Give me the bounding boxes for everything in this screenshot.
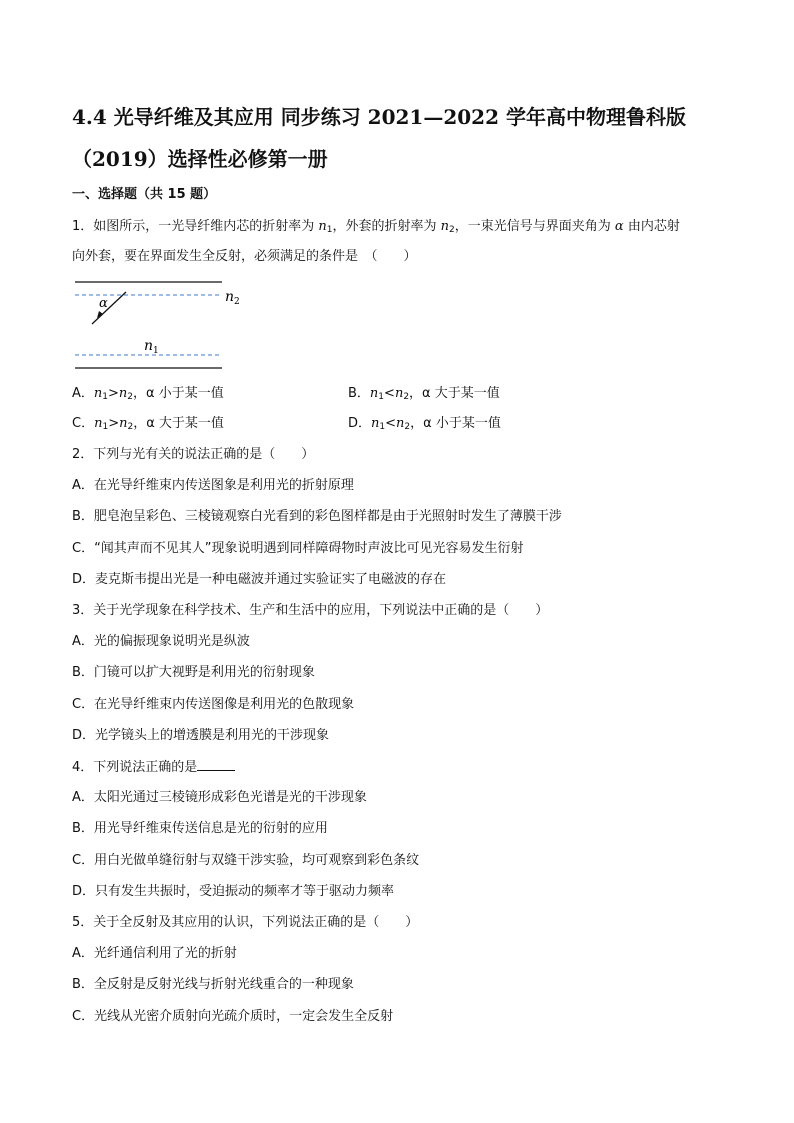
q1-stem-line-1: 1．如图所示，一光导纤维内芯的折射率为 $n_1$，外套的折射率为 $n_2$，一束光信号与界面夹角为 α 由内芯射: [72, 219, 680, 235]
answer-blank: [197, 758, 235, 771]
q5-stem: 5．关于全反射及其应用的认识，下列说法正确的是（ ）: [72, 915, 419, 930]
q1-stem-line-2: 向外套，要在界面发生全反射，必须满足的条件是 （ ）: [72, 249, 417, 264]
q3-option-a[interactable]: A．光的偏振现象说明光是纵波: [72, 634, 250, 649]
q2-stem: 2．下列与光有关的说法正确的是（ ）: [72, 447, 315, 462]
n1-label: $n_1$: [144, 338, 159, 356]
q3-option-c[interactable]: C．在光导纤维束内传送图像是利用光的色散现象: [72, 697, 355, 712]
q4-option-c[interactable]: C．用白光做单缝衍射与双缝干涉实验，均可观察到彩色条纹: [72, 853, 420, 868]
n2-label: $n_2$: [225, 289, 240, 307]
alpha-label: α: [99, 296, 108, 311]
q3-stem: 3．关于光学现象在科学技术、生产和生活中的应用，下列说法中正确的是（ ）: [72, 603, 549, 618]
q1-option-a[interactable]: A．$n_1>n_2$，α 小于某一值: [72, 386, 224, 402]
q4-option-d[interactable]: D．只有发生共振时，受迫振动的频率才等于驱动力频率: [72, 884, 395, 899]
q2-option-c[interactable]: C．“闻其声而不见其人”现象说明遇到同样障碍物时声波比可见光容易发生衍射: [72, 541, 524, 556]
section-heading: 一、选择题（共 15 题）: [72, 187, 217, 202]
q2-option-a[interactable]: A．在光导纤维束内传送图象是利用光的折射原理: [72, 478, 354, 493]
q1-option-b[interactable]: B．$n_1<n_2$，α 大于某一值: [348, 386, 500, 402]
q5-option-b[interactable]: B．全反射是反射光线与折射光线重合的一种现象: [72, 977, 354, 992]
fiber-diagram: [72, 275, 252, 375]
q1-option-d[interactable]: D．$n_1<n_2$，α 小于某一值: [348, 416, 501, 432]
light-ray: [92, 292, 126, 324]
document-title-line-2: （2019）选择性必修第一册: [72, 147, 328, 171]
q2-option-d[interactable]: D．麦克斯韦提出光是一种电磁波并通过实验证实了电磁波的存在: [72, 572, 447, 587]
q5-option-c[interactable]: C．光线从光密介质射向光疏介质时，一定会发生全反射: [72, 1009, 394, 1024]
q4-option-b[interactable]: B．用光导纤维束传送信息是光的衍射的应用: [72, 821, 328, 836]
q3-option-b[interactable]: B．门镜可以扩大视野是利用光的衍射现象: [72, 665, 315, 680]
q1-option-c[interactable]: C．$n_1>n_2$，α 大于某一值: [72, 416, 224, 432]
q4-option-a[interactable]: A．太阳光通过三棱镜形成彩色光谱是光的干涉现象: [72, 790, 367, 805]
q5-option-a[interactable]: A．光纤通信利用了光的折射: [72, 946, 237, 961]
q2-option-b[interactable]: B．肥皂泡呈彩色、三棱镜观察白光看到的彩色图样都是由于光照射时发生了薄膜干涉: [72, 509, 562, 524]
document-title-line-1: 4.4 光导纤维及其应用 同步练习 2021—2022 学年高中物理鲁科版: [72, 105, 686, 129]
q3-option-d[interactable]: D．光学镜头上的增透膜是利用光的干涉现象: [72, 728, 330, 743]
q4-stem: 4．下列说法正确的是: [72, 758, 235, 777]
